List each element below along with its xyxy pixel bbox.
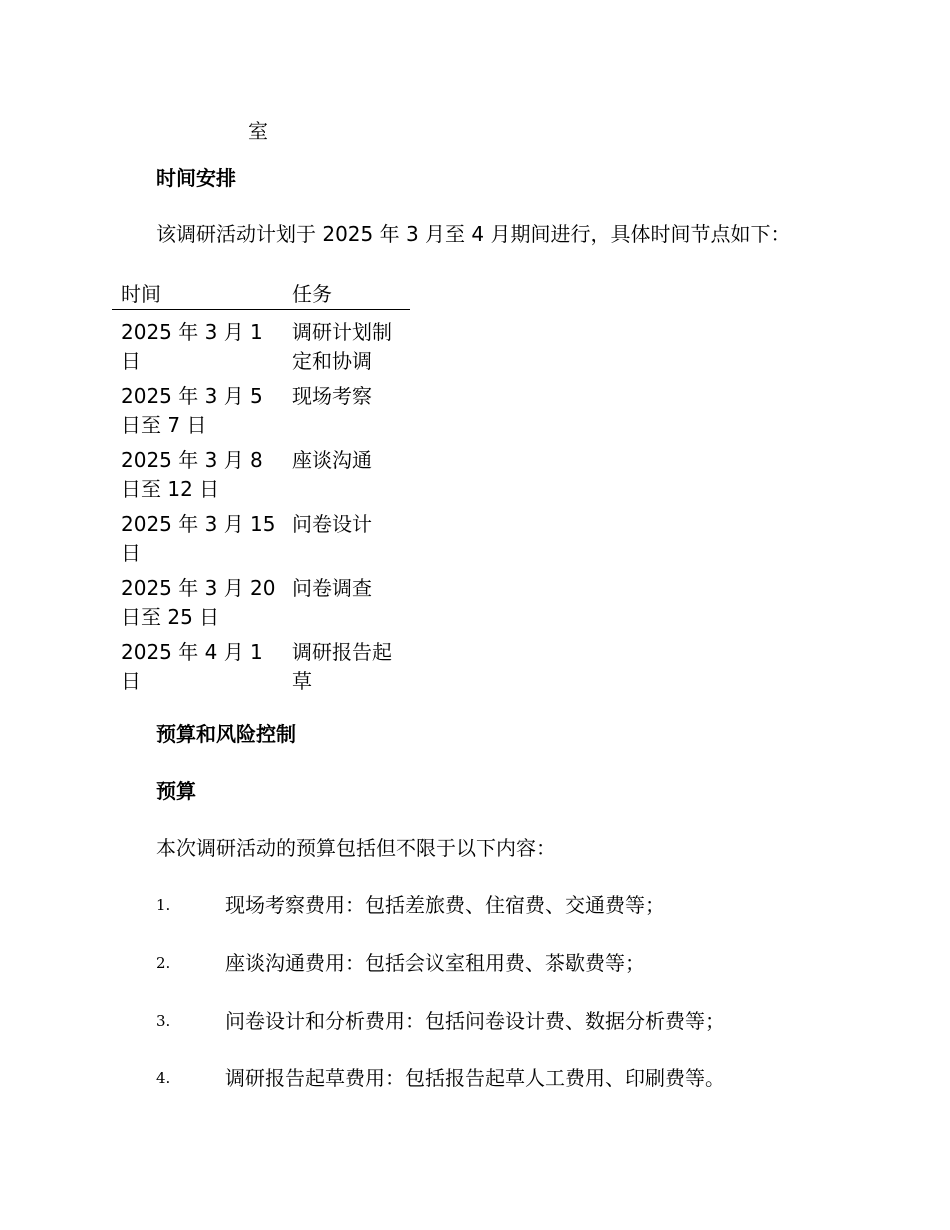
- table-row: [112, 632, 410, 696]
- list-item-text: 现场考察费用：包括差旅费、住宿费、交通费等；: [225, 893, 665, 917]
- table-row: [112, 310, 410, 377]
- schedule-table: [112, 280, 410, 696]
- subsection-heading-budget: 预算: [156, 779, 196, 803]
- table-cell-task: 调研报告起草: [292, 640, 392, 693]
- table-row: [112, 376, 410, 440]
- list-item-number: 1.: [156, 896, 171, 914]
- table-row: [112, 568, 410, 632]
- list-item-text: 座谈沟通费用：包括会议室租用费、茶歇费等；: [225, 951, 645, 975]
- column-header-task: 任务: [283, 280, 410, 310]
- table-cell-task: 座谈沟通: [292, 448, 372, 472]
- table-cell-time: 2025 年 3 月 5 日至 7 日: [121, 384, 263, 437]
- table-cell-task: 问卷设计: [292, 512, 372, 536]
- table-cell-time: 2025 年 3 月 1 日: [121, 320, 263, 373]
- column-header-time: 时间: [112, 280, 283, 310]
- schedule-intro-paragraph: 该调研活动计划于 2025 年 3 月至 4 月期间进行，具体时间节点如下：: [156, 222, 791, 246]
- list-item-number: 2.: [156, 954, 171, 972]
- section-heading-budget-risk: 预算和风险控制: [156, 722, 296, 746]
- table-cell-time: 2025 年 3 月 20 日至 25 日: [121, 576, 276, 629]
- table-cell-task: 现场考察: [292, 384, 372, 408]
- table-header-row: [112, 280, 410, 310]
- list-item-text: 问卷设计和分析费用：包括问卷设计费、数据分析费等；: [225, 1009, 725, 1033]
- table-row: [112, 504, 410, 568]
- list-item-number: 4.: [156, 1069, 171, 1087]
- table-cell-time: 2025 年 4 月 1 日: [121, 640, 263, 693]
- table-cell-task: 调研计划制定和协调: [292, 320, 392, 373]
- list-item-text: 调研报告起草费用：包括报告起草人工费用、印刷费等。: [225, 1066, 725, 1090]
- table-row: [112, 440, 410, 504]
- list-item-number: 3.: [156, 1012, 171, 1030]
- budget-intro-paragraph: 本次调研活动的预算包括但不限于以下内容：: [156, 836, 556, 860]
- continued-text-fragment: 室: [248, 119, 268, 143]
- table-cell-time: 2025 年 3 月 15 日: [121, 512, 276, 565]
- section-heading-schedule: 时间安排: [156, 166, 236, 190]
- table-cell-task: 问卷调查: [292, 576, 372, 600]
- table-cell-time: 2025 年 3 月 8 日至 12 日: [121, 448, 263, 501]
